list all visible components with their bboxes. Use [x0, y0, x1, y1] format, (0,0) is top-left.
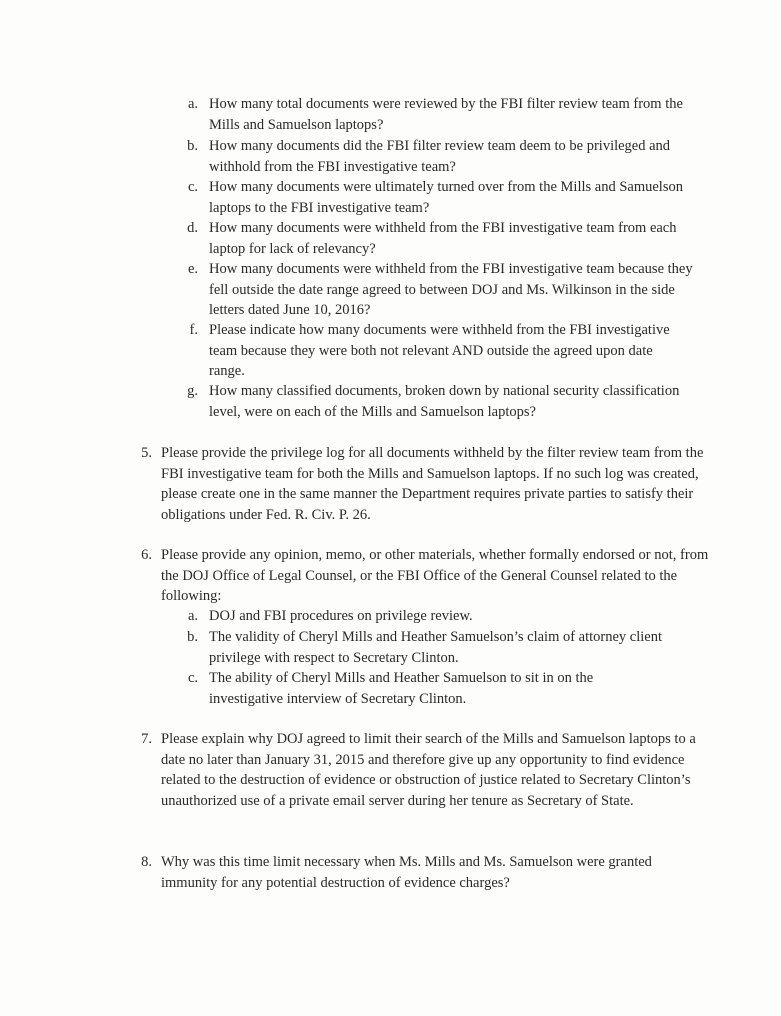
question-number: 5.	[141, 445, 152, 461]
question-text: Please explain why DOJ agreed to limit their search of the Mills and Samuelson laptops to a date no later than January 31, 2015 and therefore give up any opportunity to find evidence related to the destruction of evidence or obstruction of justice related to Secretary Clinton’s unauthorized use of a private email server during her tenure as Secretary of State.	[161, 731, 696, 809]
list-item-text: How many classified documents, broken down by national security classification level, were on each of the Mills and Samuelson laptops?	[209, 383, 680, 420]
list-item-text: The validity of Cheryl Mills and Heather Samuelson’s claim of attorney client privilege with respect to Secretary Clinton.	[209, 629, 663, 666]
question-number: 7.	[141, 731, 152, 747]
list-marker: c.	[187, 179, 198, 195]
list-marker: f.	[189, 322, 198, 338]
question-text: Why was this time limit necessary when Ms. Mills and Ms. Samuelson were granted immunity for any potential destruction of evidence charges?	[161, 854, 652, 891]
list-item-text: How many documents did the FBI filter review team deem to be privileged and withhold from the FBI investigative team?	[209, 138, 671, 175]
list-item-text: How many documents were withheld from the FBI investigative team because they fell outside the date range agreed to between DOJ and Ms. Wilkinson in the side letters dated June 10, 2016?	[209, 261, 693, 318]
list-item-text: How many total documents were reviewed by the FBI filter review team from the Mills and Samuelson laptops?	[209, 96, 683, 133]
question-text: Please provide the privilege log for all documents withheld by the filter review team from the FBI investigative team for both the Mills and Samuelson laptops. If no such log was created, please create one in the same manner the Department requires private parties to satisfy their obligations under Fed. R. Civ. P. 26.	[161, 445, 704, 523]
list-marker: e.	[187, 261, 198, 277]
list-marker: b.	[187, 138, 198, 154]
question-number: 6.	[141, 547, 152, 563]
list-item-text: How many documents were ultimately turned over from the Mills and Samuelson laptops to the FBI investigative team?	[209, 179, 683, 216]
list-item-text: The ability of Cheryl Mills and Heather Samuelson to sit in on the investigative interview of Secretary Clinton.	[209, 670, 594, 707]
list-item-text: DOJ and FBI procedures on privilege review.	[209, 608, 473, 624]
list-item-text: Please indicate how many documents were withheld from the FBI investigative team because they were both not relevant AND outside the agreed upon date range.	[209, 322, 670, 379]
list-marker: d.	[187, 220, 198, 236]
list-marker: b.	[187, 629, 198, 645]
question-number: 8.	[141, 854, 152, 870]
list-marker: g.	[187, 383, 198, 399]
list-item-text: How many documents were withheld from the FBI investigative team from each laptop for lack of relevancy?	[209, 220, 677, 257]
list-marker: a.	[187, 96, 198, 112]
question-text: Please provide any opinion, memo, or other materials, whether formally endorsed or not, from the DOJ Office of Legal Counsel, or the FBI Office of the General Counsel related to the following:	[161, 547, 709, 604]
list-marker: c.	[187, 670, 198, 686]
list-marker: a.	[187, 608, 198, 624]
